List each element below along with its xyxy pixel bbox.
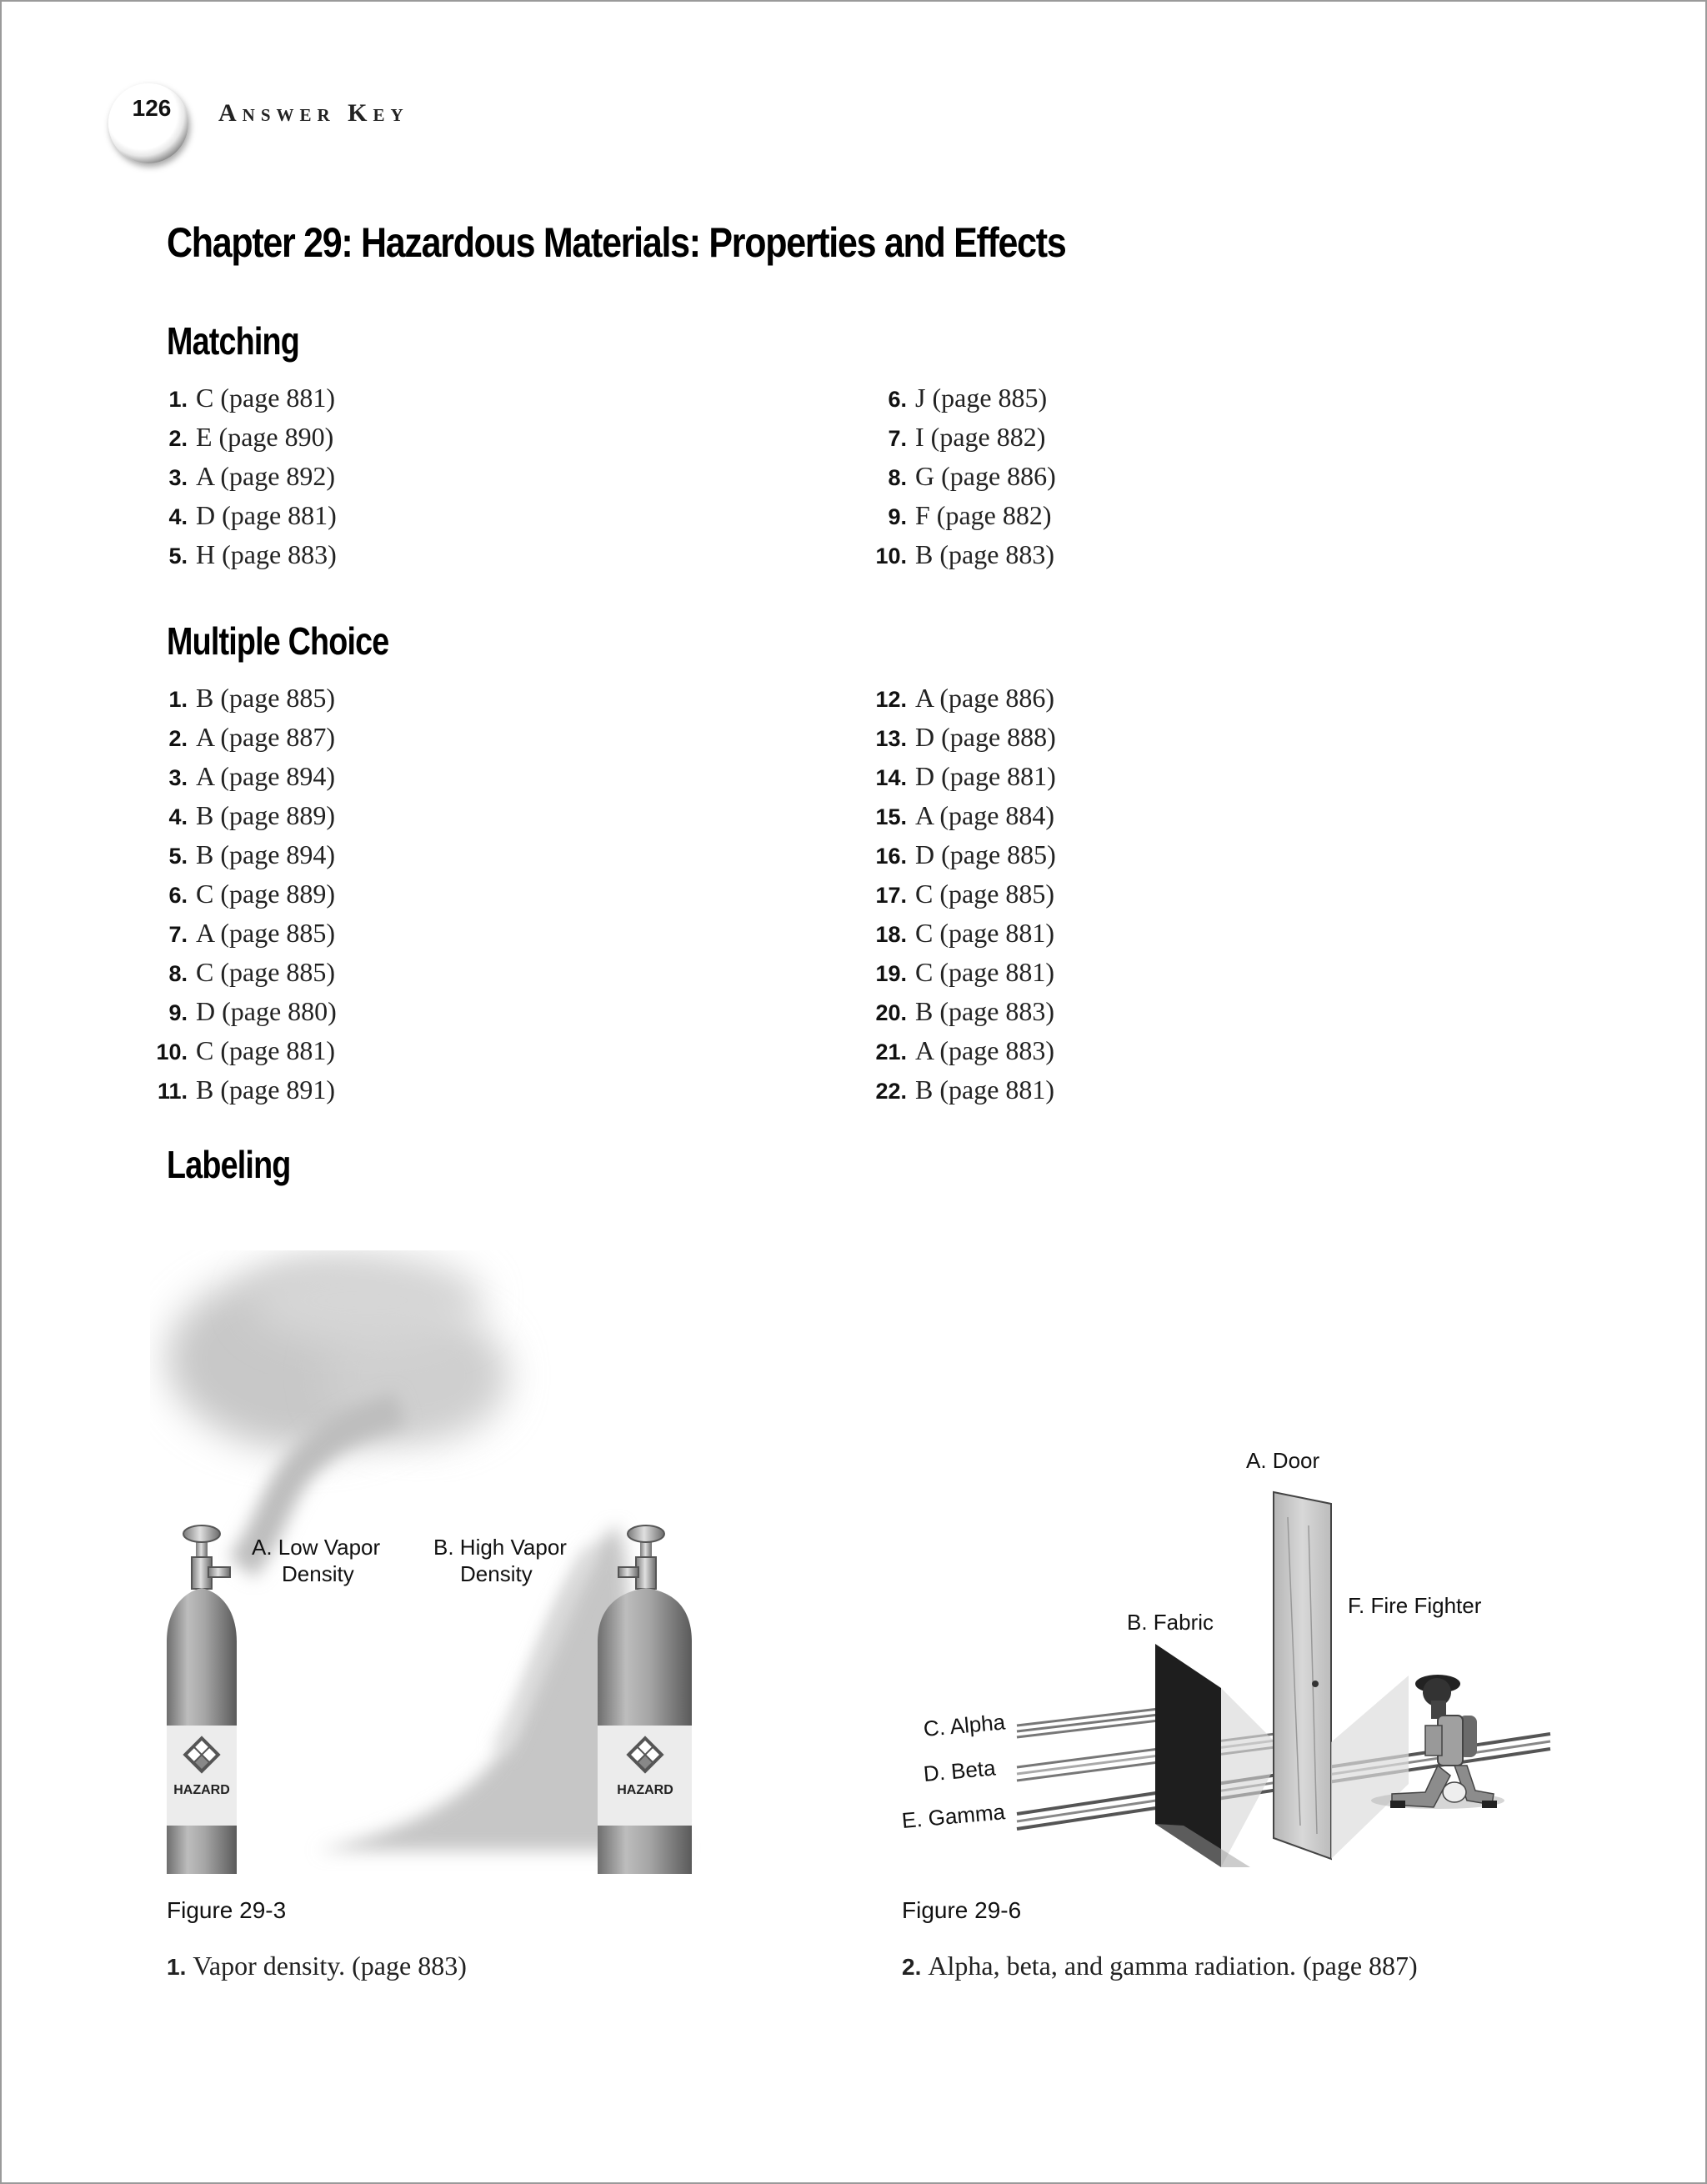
- label-door: A. Door: [1246, 1448, 1320, 1473]
- label-high-vapor-line1: B. High Vapor: [433, 1535, 567, 1560]
- multiple-choice-list-right: [865, 679, 1056, 1110]
- answer-number: 17.: [875, 883, 907, 908]
- answer-text: A (page 886): [915, 683, 1055, 713]
- answer-number: 2.: [168, 426, 188, 451]
- answer-number: 13.: [875, 726, 907, 751]
- list-item: [146, 378, 337, 418]
- list-item: [146, 874, 337, 914]
- list-item: [865, 757, 1056, 796]
- page-number: 126: [132, 95, 172, 121]
- list-item: [146, 1070, 337, 1110]
- figure-29-3-caption: Figure 29-3: [167, 1897, 287, 1923]
- answer-text: C (page 885): [915, 879, 1055, 909]
- hazard-label-right: HAZARD: [617, 1783, 673, 1797]
- list-item: [146, 679, 337, 718]
- answer-number: 10.: [156, 1039, 188, 1064]
- rising-vapor-cloud: [167, 1255, 508, 1567]
- running-head: Answer Key: [218, 99, 409, 127]
- label-high-vapor-density: [433, 1534, 567, 1587]
- answer-number: 2.: [168, 726, 188, 751]
- fabric-sheet: [1155, 1644, 1284, 1867]
- answer-number: 18.: [875, 922, 907, 947]
- answer-text: F (page 882): [915, 500, 1052, 530]
- label-fabric: B. Fabric: [1127, 1610, 1214, 1635]
- description-number: 2.: [902, 1954, 922, 1980]
- hazard-label-left: HAZARD: [173, 1783, 230, 1797]
- answer-number: 16.: [875, 844, 907, 869]
- multiple-choice-list-left: [146, 679, 337, 1110]
- list-item: [146, 1031, 337, 1070]
- label-high-vapor-line2: Density: [460, 1561, 533, 1586]
- list-item: [865, 378, 1056, 418]
- list-item: [146, 835, 337, 874]
- matching-list-left: [146, 378, 337, 574]
- label-low-vapor-line1: A. Low Vapor: [252, 1535, 381, 1560]
- list-item: [865, 496, 1056, 535]
- list-item: [146, 535, 337, 574]
- multiple-choice-heading: Multiple Choice: [167, 619, 389, 663]
- answer-text: A (page 885): [196, 918, 336, 948]
- answer-text: C (page 889): [196, 879, 336, 909]
- answer-number: 10.: [875, 543, 907, 569]
- list-item: [865, 418, 1056, 457]
- list-item: [146, 914, 337, 953]
- answer-number: 22.: [875, 1079, 907, 1104]
- answer-number: 7.: [888, 426, 907, 451]
- label-alpha: C. Alpha: [922, 1709, 1007, 1741]
- list-item: [865, 535, 1056, 574]
- list-item: [146, 418, 337, 457]
- answer-number: 15.: [875, 804, 907, 829]
- description-text: Vapor density. (page 883): [193, 1951, 467, 1981]
- list-item: [865, 796, 1056, 835]
- answer-number: 19.: [875, 961, 907, 986]
- answer-text: A (page 884): [915, 800, 1055, 830]
- list-item: [865, 953, 1056, 992]
- answer-text: B (page 894): [196, 839, 336, 869]
- description-text: Alpha, beta, and gamma radiation. (page 887): [928, 1951, 1418, 1981]
- answer-text: D (page 880): [196, 996, 337, 1026]
- list-item: [865, 914, 1056, 953]
- gas-cylinder-left: [167, 1525, 237, 1874]
- answer-number: 8.: [888, 465, 907, 490]
- list-item: [865, 457, 1056, 496]
- answer-number: 3.: [168, 465, 188, 490]
- answer-text: I (page 882): [915, 422, 1046, 452]
- answer-text: B (page 883): [915, 996, 1055, 1026]
- figure-29-6: [892, 1434, 1559, 1884]
- list-item: [146, 757, 337, 796]
- figure-29-3: [150, 1250, 733, 1884]
- answer-text: E (page 890): [196, 422, 334, 452]
- answer-text: C (page 881): [915, 918, 1055, 948]
- answer-text: D (page 881): [196, 500, 337, 530]
- label-low-vapor-line2: Density: [282, 1561, 354, 1586]
- answer-number: 11.: [157, 1079, 188, 1104]
- answer-text: C (page 885): [196, 957, 336, 987]
- label-beta: D. Beta: [922, 1755, 997, 1786]
- list-item: [865, 835, 1056, 874]
- list-item: [146, 992, 337, 1031]
- answer-text: J (page 885): [915, 383, 1048, 413]
- label-gamma: E. Gamma: [900, 1799, 1007, 1833]
- matching-list-right: [865, 378, 1056, 574]
- answer-number: 5.: [168, 844, 188, 869]
- alpha-ray: [1017, 1709, 1159, 1737]
- description-number: 1.: [167, 1954, 187, 1980]
- answer-text: A (page 894): [196, 761, 336, 791]
- answer-text: B (page 883): [915, 539, 1055, 569]
- answer-number: 8.: [168, 961, 188, 986]
- answer-text: B (page 891): [196, 1074, 336, 1105]
- answer-number: 9.: [168, 1000, 188, 1025]
- label-fire-fighter: F. Fire Fighter: [1348, 1593, 1482, 1618]
- matching-heading: Matching: [167, 319, 299, 363]
- list-item: [146, 953, 337, 992]
- list-item: [865, 679, 1056, 718]
- answer-text: B (page 885): [196, 683, 336, 713]
- answer-text: A (page 892): [196, 461, 336, 491]
- answer-number: 14.: [875, 765, 907, 790]
- list-item: [865, 874, 1056, 914]
- answer-number: 9.: [888, 504, 907, 529]
- list-item: [865, 1070, 1056, 1110]
- list-item: [865, 1031, 1056, 1070]
- answer-text: H (page 883): [196, 539, 337, 569]
- figure-29-6-description: [902, 1951, 1418, 1981]
- answer-text: D (page 885): [915, 839, 1056, 869]
- answer-text: A (page 883): [915, 1035, 1055, 1065]
- answer-text: C (page 881): [196, 383, 336, 413]
- labeling-heading: Labeling: [167, 1143, 291, 1186]
- chapter-title: Chapter 29: Hazardous Materials: Properties and Effects: [167, 219, 1066, 266]
- answer-text: B (page 889): [196, 800, 336, 830]
- answer-text: C (page 881): [915, 957, 1055, 987]
- answer-number: 6.: [168, 883, 188, 908]
- answer-text: G (page 886): [915, 461, 1056, 491]
- figure-29-3-description: [167, 1951, 467, 1981]
- answer-number: 1.: [168, 387, 188, 412]
- answer-text: C (page 881): [196, 1035, 336, 1065]
- list-item: [146, 796, 337, 835]
- list-item: [146, 457, 337, 496]
- answer-number: 7.: [168, 922, 188, 947]
- answer-number: 3.: [168, 765, 188, 790]
- answer-text: D (page 881): [915, 761, 1056, 791]
- answer-text: D (page 888): [915, 722, 1056, 752]
- answer-number: 6.: [888, 387, 907, 412]
- answer-number: 4.: [168, 804, 188, 829]
- list-item: [865, 992, 1056, 1031]
- list-item: [146, 496, 337, 535]
- answer-number: 1.: [168, 687, 188, 712]
- answer-text: B (page 881): [915, 1074, 1055, 1105]
- list-item: [865, 718, 1056, 757]
- answer-number: 4.: [168, 504, 188, 529]
- answer-number: 5.: [168, 543, 188, 569]
- answer-number: 21.: [875, 1039, 907, 1064]
- answer-number: 20.: [875, 1000, 907, 1025]
- answer-number: 12.: [875, 687, 907, 712]
- label-low-vapor-density: [252, 1534, 380, 1587]
- figure-29-6-caption: Figure 29-6: [902, 1897, 1022, 1923]
- answer-text: A (page 887): [196, 722, 336, 752]
- list-item: [146, 718, 337, 757]
